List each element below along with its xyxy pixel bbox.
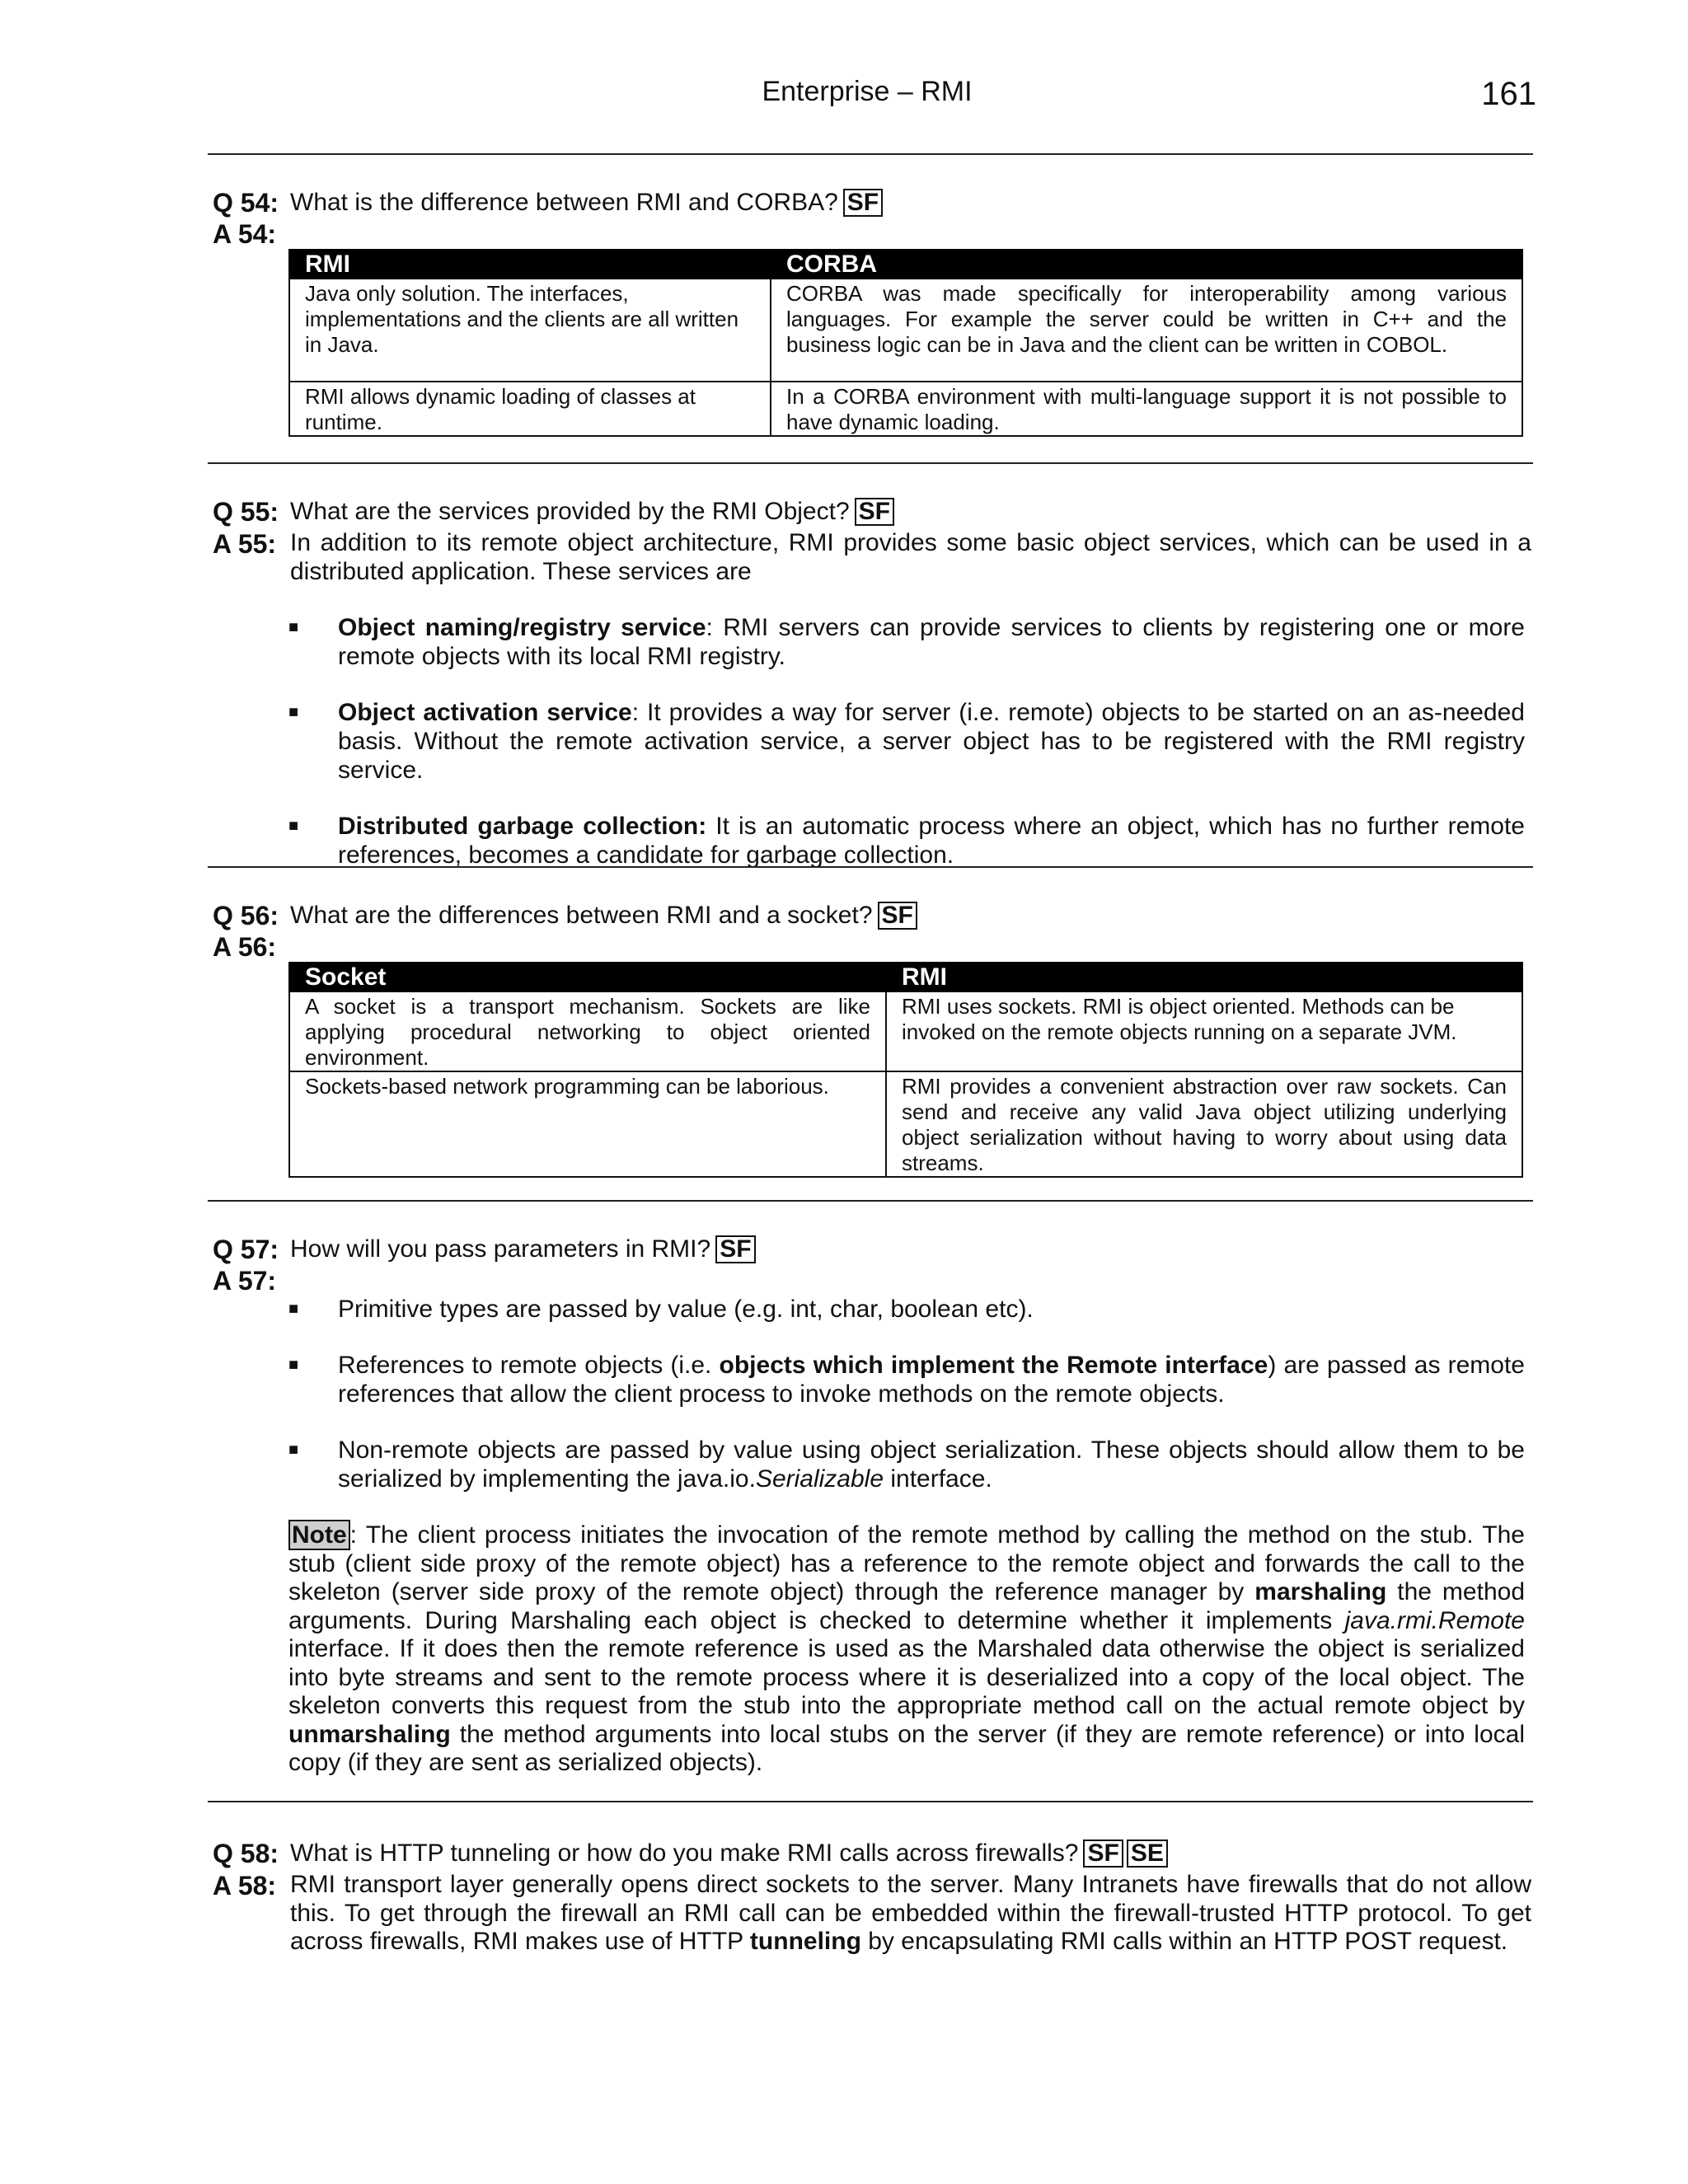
list-item: ■ Object activation service: It provides a way for server (i.e. remote) objects to be started on an as-needed basis. Without the remote activation service, a server object has to be registered with the RMI registry service. xyxy=(288,699,1525,784)
table-row xyxy=(289,991,1522,1071)
table-row xyxy=(289,382,1522,436)
answer-label: A 57: xyxy=(213,1266,277,1296)
running-title: Enterprise – RMI xyxy=(762,76,973,107)
table-cell: A socket is a transport mechanism. Sockets are like applying procedural networking to object oriented environment. xyxy=(289,991,886,1071)
question-text: What is the difference between RMI and CORBA? xyxy=(290,189,838,216)
table-cell: RMI allows dynamic loading of classes at runtime. xyxy=(289,382,771,436)
parameters-list xyxy=(288,1295,1525,1493)
list-item: ■ Primitive types are passed by value (e.g. int, char, boolean etc). xyxy=(288,1296,1034,1323)
divider xyxy=(208,153,1533,155)
sf-badge: SF xyxy=(855,498,894,526)
list-item: ■ References to remote objects (i.e. objects which implement the Remote interface) are passed as remote references that allow the client process to invoke methods on the remote objects. xyxy=(288,1352,1525,1408)
divider xyxy=(208,1200,1533,1202)
question-text: How will you pass parameters in RMI? xyxy=(290,1235,711,1263)
bullet-icon: ■ xyxy=(288,817,299,835)
table-row xyxy=(289,1071,1522,1177)
divider xyxy=(208,1801,1533,1802)
list-item: ■ Distributed garbage collection: It is an automatic process where an object, which has no further remote references, becomes a candidate for garbage collection. xyxy=(288,813,1525,869)
bullet-icon: ■ xyxy=(288,703,299,721)
question-label: Q 56: xyxy=(213,901,279,930)
bullet-icon: ■ xyxy=(288,618,299,636)
question-label: Q 57: xyxy=(213,1235,279,1264)
page-header xyxy=(208,76,1536,117)
list-item: ■ Non-remote objects are passed by value using object serialization. These objects should allow them to be serialized by implementing the java.io.Serializable interface. xyxy=(288,1436,1525,1493)
bullet-icon: ■ xyxy=(288,1441,299,1459)
question-label: Q 58: xyxy=(213,1839,279,1868)
answer-label: A 55: xyxy=(213,529,277,559)
table-cell: Sockets-based network programming can be laborious. xyxy=(289,1071,886,1177)
answer-label: A 58: xyxy=(213,1871,277,1900)
sf-badge: SF xyxy=(715,1235,755,1263)
page-number: 161 xyxy=(1481,76,1536,112)
sf-badge: SF xyxy=(878,902,917,930)
bullet-icon: ■ xyxy=(288,1356,299,1374)
bullet-icon: ■ xyxy=(288,1300,299,1318)
table-cell: In a CORBA environment with multi-language support it is not possible to have dynamic loading. xyxy=(771,382,1522,436)
se-badge: SE xyxy=(1127,1840,1168,1868)
table-header: RMI xyxy=(886,963,1522,991)
table-cell: Java only solution. The interfaces, implementations and the clients are all written in Java. xyxy=(289,279,771,382)
table-cell: CORBA was made specifically for interoperability among various languages. For example the server could be written in C++ and the business logic can be in Java and the client can be written in COBOL. xyxy=(771,279,1522,382)
list-item: ■ Object naming/registry service: RMI servers can provide services to clients by registering one or more remote objects with its local RMI registry. xyxy=(288,614,1525,670)
question-text: What are the services provided by the RMI Object? xyxy=(290,498,850,525)
table-row xyxy=(289,279,1522,382)
divider xyxy=(208,462,1533,464)
table-header: Socket xyxy=(289,963,886,991)
question-text: What is HTTP tunneling or how do you make RMI calls across firewalls? xyxy=(290,1840,1079,1867)
note-badge: Note xyxy=(288,1520,350,1550)
question-label: Q 54: xyxy=(213,188,279,218)
sf-badge: SF xyxy=(1083,1840,1123,1868)
divider xyxy=(208,866,1533,868)
rmi-corba-table xyxy=(288,249,1523,437)
socket-rmi-table xyxy=(288,962,1523,1178)
sf-badge: SF xyxy=(843,189,883,217)
answer-text: RMI transport layer generally opens direct sockets to the server. Many Intranets have firewalls that do not allow this. To get through the firewall an RMI call can be embedded within the firewall-trusted HTTP protocol. To get across firewalls, RMI makes use of HTTP tunneling by encapsulating RMI calls within an HTTP POST request. xyxy=(290,1871,1531,1955)
note-paragraph: Note : The client process initiates the invocation of the remote method by calling the method on the stub. The stub (client side proxy of the remote object) has a reference to the remote object and forwards the call to the skeleton (server side proxy of the remote object) through the reference manager by marshaling the method arguments. During Marshaling each object is checked to determine whether it implements java.rmi.Remote interface. If it does then the remote reference is used as the Marshaled data otherwise the object is serialized into byte streams and sent to the remote process where it is deserialized into a copy of the local object. The skeleton converts this request from the stub into the appropriate method call on the actual remote object by unmarshaling the method arguments into local stubs on the server (if they are remote reference) or into local copy (if they are sent as serialized objects). xyxy=(288,1521,1525,1776)
answer-intro: In addition to its remote object architecture, RMI provides some basic object services, which can be used in a distributed application. These services are xyxy=(290,529,1531,585)
answer-label: A 54: xyxy=(213,219,277,249)
answer-label: A 56: xyxy=(213,932,277,962)
services-list xyxy=(288,613,1525,869)
table-cell: RMI provides a convenient abstraction over raw sockets. Can send and receive any valid Java object utilizing underlying object serialization without having to worry about using data streams. xyxy=(886,1071,1522,1177)
question-label: Q 55: xyxy=(213,497,279,527)
table-cell: RMI uses sockets. RMI is object oriented. Methods can be invoked on the remote objects running on a separate JVM. xyxy=(886,991,1522,1071)
table-header: RMI xyxy=(289,250,771,279)
question-text: What are the differences between RMI and a socket? xyxy=(290,902,873,929)
table-header: CORBA xyxy=(771,250,1522,279)
